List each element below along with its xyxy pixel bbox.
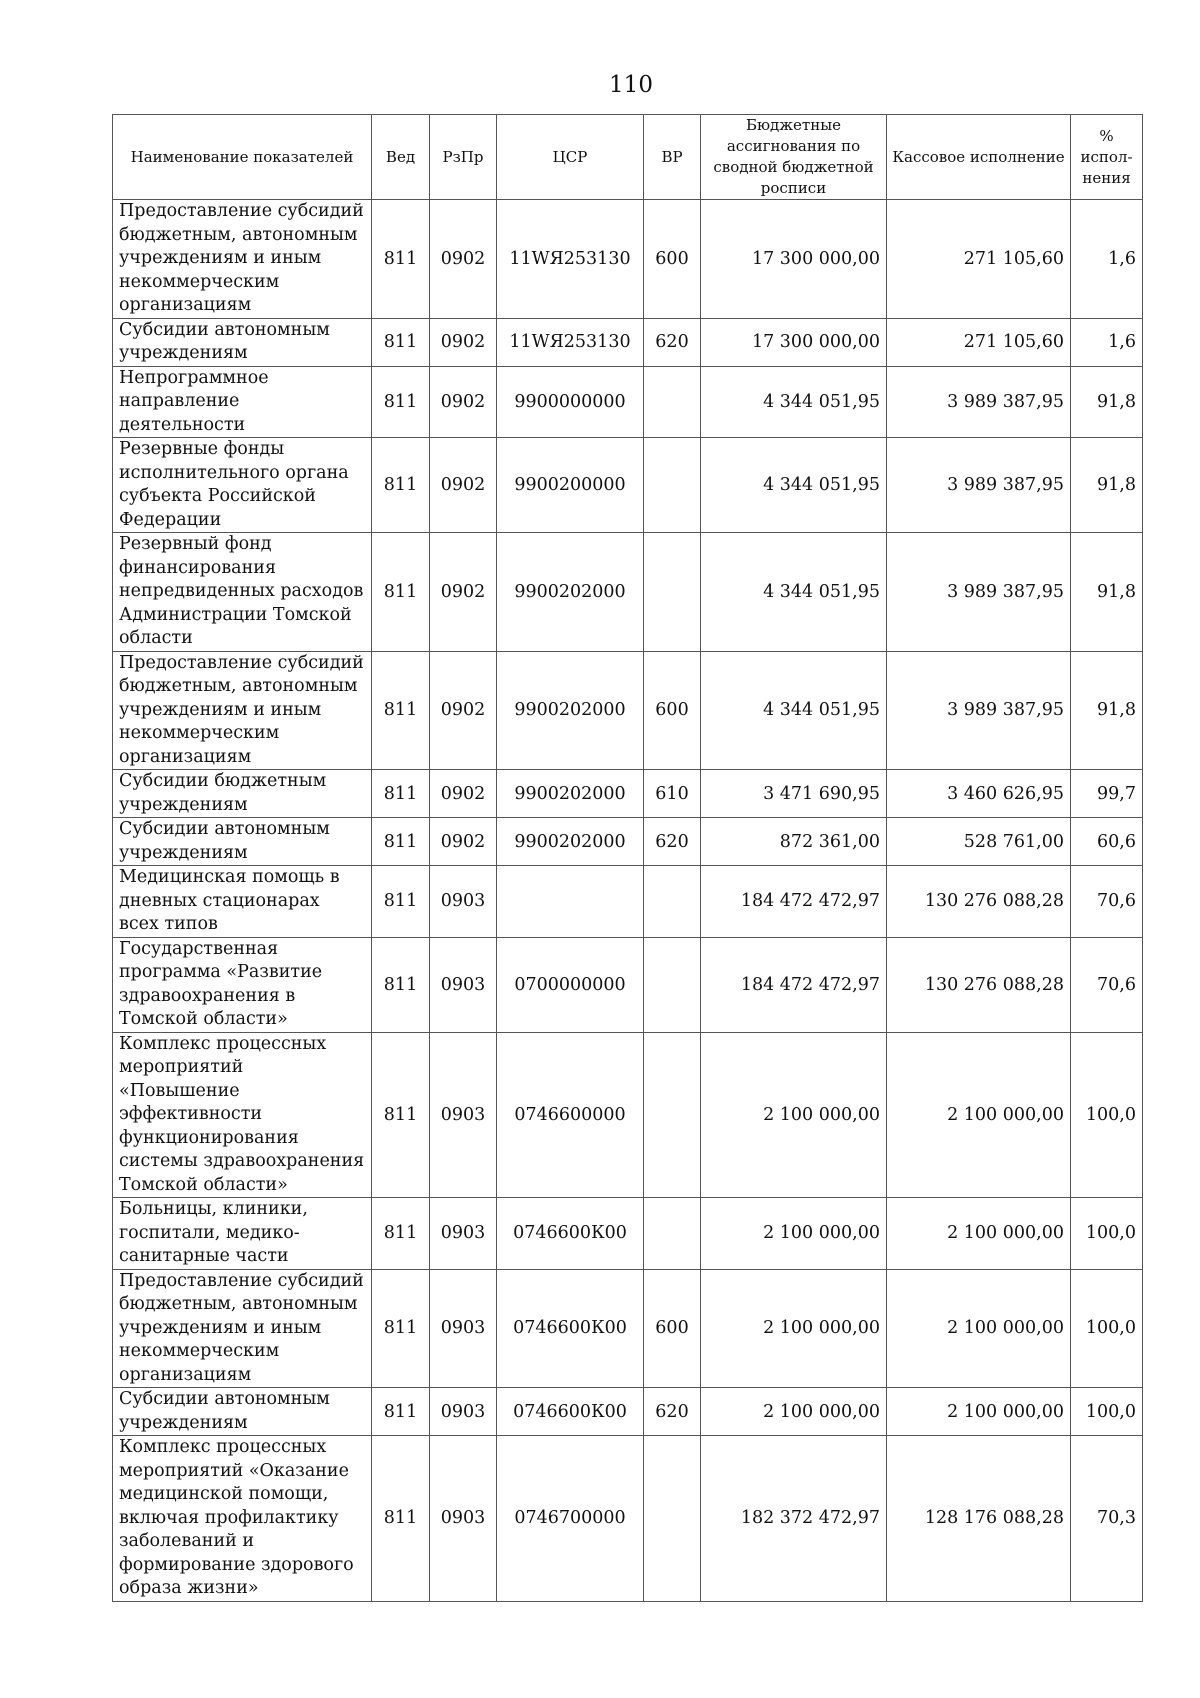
table-row [113, 651, 1143, 770]
row-csr: 0700000000 [497, 937, 644, 1032]
row-csr [497, 866, 644, 938]
row-name: Комплекс процессных мероприятий «Повышение эффективности функционирования системы здравоохранения Томской области» [113, 1032, 372, 1198]
table-row [113, 318, 1143, 366]
row-vr [644, 937, 701, 1032]
row-csr: 11WЯ253130 [497, 318, 644, 366]
row-assignments: 2 100 000,00 [701, 1198, 887, 1270]
row-vr: 610 [644, 770, 701, 818]
row-name: Непрограммное направление деятельности [113, 366, 372, 438]
row-percent: 100,0 [1071, 1198, 1143, 1270]
row-ved: 811 [372, 533, 430, 652]
row-cash-execution: 3 989 387,95 [887, 533, 1071, 652]
row-cash-execution: 3 460 626,95 [887, 770, 1071, 818]
row-cash-execution: 128 176 088,28 [887, 1436, 1071, 1602]
row-ved: 811 [372, 1388, 430, 1436]
row-cash-execution: 130 276 088,28 [887, 937, 1071, 1032]
row-cash-execution: 130 276 088,28 [887, 866, 1071, 938]
row-vr [644, 866, 701, 938]
row-rzpr: 0903 [430, 1388, 497, 1436]
row-ved: 811 [372, 1436, 430, 1602]
row-rzpr: 0903 [430, 1436, 497, 1602]
row-csr: 0746600К00 [497, 1198, 644, 1270]
row-name: Субсидии бюджетным учреждениям [113, 770, 372, 818]
row-name: Государственная программа «Развитие здравоохранения в Томской области» [113, 937, 372, 1032]
row-assignments: 2 100 000,00 [701, 1388, 887, 1436]
row-assignments: 4 344 051,95 [701, 366, 887, 438]
row-percent: 70,6 [1071, 937, 1143, 1032]
row-rzpr: 0902 [430, 366, 497, 438]
row-name: Предоставление субсидий бюджетным, автономным учреждениям и иным некоммерческим организациям [113, 1269, 372, 1388]
row-name: Субсидии автономным учреждениям [113, 818, 372, 866]
row-rzpr: 0902 [430, 533, 497, 652]
header-ved: Вед [372, 115, 430, 200]
row-cash-execution: 271 105,60 [887, 200, 1071, 319]
row-cash-execution: 528 761,00 [887, 818, 1071, 866]
row-name: Медицинская помощь в дневных стационарах всех типов [113, 866, 372, 938]
row-assignments: 17 300 000,00 [701, 318, 887, 366]
row-cash-execution: 3 989 387,95 [887, 651, 1071, 770]
row-rzpr: 0903 [430, 1198, 497, 1270]
table-row [113, 1436, 1143, 1602]
row-ved: 811 [372, 651, 430, 770]
row-ved: 811 [372, 318, 430, 366]
row-vr: 620 [644, 1388, 701, 1436]
row-ved: 811 [372, 937, 430, 1032]
header-assignments: Бюджетные ассигнования по сводной бюджетной росписи [701, 115, 887, 200]
table-row [113, 200, 1143, 319]
row-ved: 811 [372, 438, 430, 533]
row-cash-execution: 2 100 000,00 [887, 1269, 1071, 1388]
row-csr: 9900200000 [497, 438, 644, 533]
row-assignments: 182 372 472,97 [701, 1436, 887, 1602]
row-rzpr: 0902 [430, 318, 497, 366]
row-vr: 600 [644, 651, 701, 770]
row-vr: 600 [644, 200, 701, 319]
row-csr: 0746600К00 [497, 1388, 644, 1436]
table-row [113, 1198, 1143, 1270]
row-percent: 91,8 [1071, 438, 1143, 533]
row-assignments: 184 472 472,97 [701, 937, 887, 1032]
row-rzpr: 0902 [430, 818, 497, 866]
row-name: Резервный фонд финансирования непредвиденных расходов Администрации Томской области [113, 533, 372, 652]
row-ved: 811 [372, 200, 430, 319]
row-csr: 9900202000 [497, 818, 644, 866]
row-cash-execution: 2 100 000,00 [887, 1032, 1071, 1198]
row-assignments: 4 344 051,95 [701, 533, 887, 652]
row-assignments: 184 472 472,97 [701, 866, 887, 938]
row-vr [644, 533, 701, 652]
row-percent: 100,0 [1071, 1269, 1143, 1388]
row-cash-execution: 3 989 387,95 [887, 438, 1071, 533]
row-percent: 100,0 [1071, 1032, 1143, 1198]
row-percent: 70,3 [1071, 1436, 1143, 1602]
row-percent: 100,0 [1071, 1388, 1143, 1436]
row-assignments: 2 100 000,00 [701, 1032, 887, 1198]
row-name: Предоставление субсидий бюджетным, автономным учреждениям и иным некоммерческим организациям [113, 200, 372, 319]
row-percent: 1,6 [1071, 200, 1143, 319]
row-vr [644, 1032, 701, 1198]
row-csr: 9900000000 [497, 366, 644, 438]
row-percent: 91,8 [1071, 533, 1143, 652]
table-row [113, 438, 1143, 533]
row-rzpr: 0902 [430, 200, 497, 319]
row-vr [644, 1198, 701, 1270]
row-ved: 811 [372, 818, 430, 866]
table-row [113, 866, 1143, 938]
table-row [113, 770, 1143, 818]
row-rzpr: 0902 [430, 438, 497, 533]
row-rzpr: 0902 [430, 651, 497, 770]
row-percent: 99,7 [1071, 770, 1143, 818]
row-assignments: 17 300 000,00 [701, 200, 887, 319]
row-percent: 70,6 [1071, 866, 1143, 938]
row-vr [644, 366, 701, 438]
row-cash-execution: 3 989 387,95 [887, 366, 1071, 438]
budget-table [112, 114, 1143, 1602]
header-percent: % испол-нения [1071, 115, 1143, 200]
row-rzpr: 0903 [430, 937, 497, 1032]
row-name: Предоставление субсидий бюджетным, автономным учреждениям и иным некоммерческим организациям [113, 651, 372, 770]
table-row [113, 1032, 1143, 1198]
row-assignments: 2 100 000,00 [701, 1269, 887, 1388]
page-number: 110 [609, 72, 653, 98]
row-vr: 600 [644, 1269, 701, 1388]
row-rzpr: 0903 [430, 1032, 497, 1198]
row-cash-execution: 2 100 000,00 [887, 1198, 1071, 1270]
row-rzpr: 0903 [430, 1269, 497, 1388]
row-percent: 91,8 [1071, 366, 1143, 438]
table-row [113, 1388, 1143, 1436]
table-body [113, 200, 1143, 1602]
row-assignments: 872 361,00 [701, 818, 887, 866]
row-ved: 811 [372, 1269, 430, 1388]
row-cash-execution: 2 100 000,00 [887, 1388, 1071, 1436]
row-percent: 91,8 [1071, 651, 1143, 770]
row-csr: 0746700000 [497, 1436, 644, 1602]
row-csr: 9900202000 [497, 533, 644, 652]
row-vr: 620 [644, 318, 701, 366]
row-csr: 9900202000 [497, 770, 644, 818]
table-row [113, 366, 1143, 438]
row-assignments: 4 344 051,95 [701, 438, 887, 533]
row-vr: 620 [644, 818, 701, 866]
row-name: Субсидии автономным учреждениям [113, 1388, 372, 1436]
table-row [113, 818, 1143, 866]
row-cash-execution: 271 105,60 [887, 318, 1071, 366]
row-csr: 11WЯ253130 [497, 200, 644, 319]
row-rzpr: 0902 [430, 770, 497, 818]
row-csr: 0746600К00 [497, 1269, 644, 1388]
row-rzpr: 0903 [430, 866, 497, 938]
row-ved: 811 [372, 770, 430, 818]
row-csr: 0746600000 [497, 1032, 644, 1198]
row-ved: 811 [372, 866, 430, 938]
row-ved: 811 [372, 366, 430, 438]
row-assignments: 3 471 690,95 [701, 770, 887, 818]
row-name: Комплекс процессных мероприятий «Оказание медицинской помощи, включая профилактику заболеваний и формирование здорового образа жизни» [113, 1436, 372, 1602]
row-csr: 9900202000 [497, 651, 644, 770]
row-vr [644, 438, 701, 533]
table-header-row [113, 115, 1143, 200]
header-csr: ЦСР [497, 115, 644, 200]
row-ved: 811 [372, 1032, 430, 1198]
header-name: Наименование показателей [113, 115, 372, 200]
row-name: Больницы, клиники, госпитали, медико-санитарные части [113, 1198, 372, 1270]
row-percent: 1,6 [1071, 318, 1143, 366]
table-row [113, 937, 1143, 1032]
header-vr: ВР [644, 115, 701, 200]
row-percent: 60,6 [1071, 818, 1143, 866]
row-vr [644, 1436, 701, 1602]
row-name: Резервные фонды исполнительного органа субъекта Российской Федерации [113, 438, 372, 533]
table-row [113, 533, 1143, 652]
row-ved: 811 [372, 1198, 430, 1270]
table-row [113, 1269, 1143, 1388]
header-rzpr: РзПр [430, 115, 497, 200]
row-name: Субсидии автономным учреждениям [113, 318, 372, 366]
header-cash-execution: Кассовое исполнение [887, 115, 1071, 200]
row-assignments: 4 344 051,95 [701, 651, 887, 770]
